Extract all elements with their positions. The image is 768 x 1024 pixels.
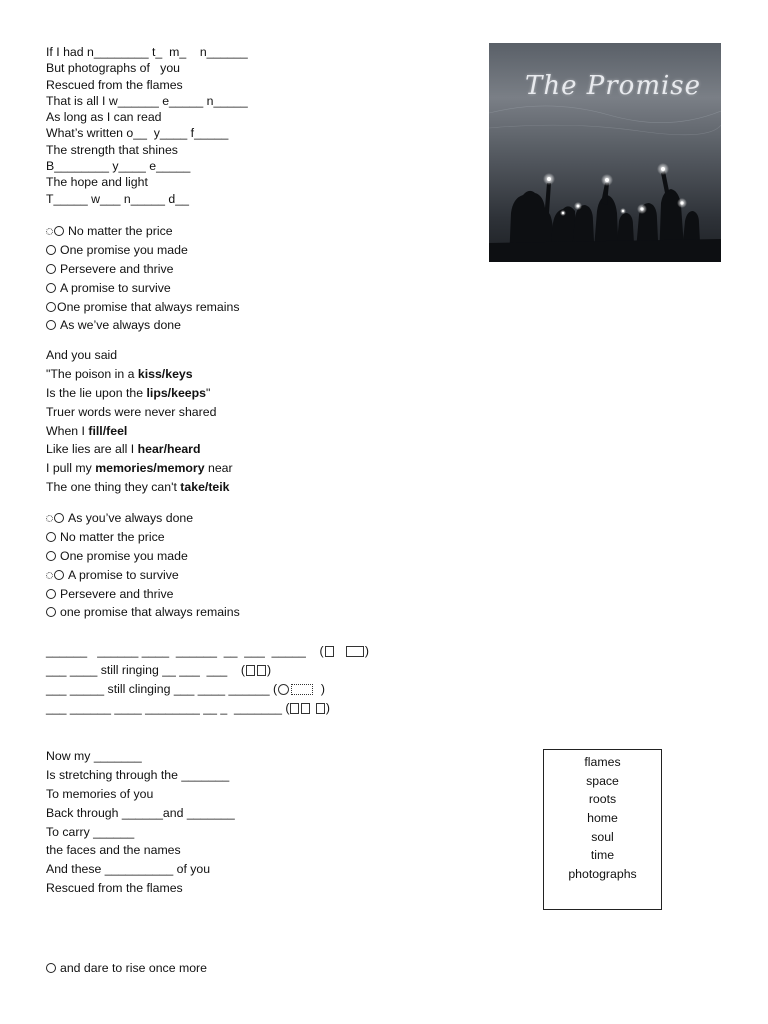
radio-circle-icon[interactable] (54, 570, 64, 580)
dotted-circle-icon (46, 228, 53, 235)
lyric-line: "The poison in a kiss/keys (46, 366, 193, 381)
option-item[interactable] (46, 279, 239, 298)
word-bank-item: soul (591, 829, 614, 844)
radio-circle-icon[interactable] (46, 963, 56, 973)
word-bank-item: photographs (568, 867, 637, 882)
options-list-2 (46, 509, 240, 622)
option-label: One promise you made (60, 242, 188, 257)
lyric-line: The one thing they can't take/teik (46, 480, 230, 495)
verse-3 (46, 747, 235, 898)
options-list-1 (46, 222, 239, 335)
emoji-placeholder-icon (291, 684, 313, 695)
verse-2 (46, 346, 233, 497)
option-item[interactable] (46, 222, 239, 241)
radio-circle-icon[interactable] (46, 283, 56, 293)
word-choice: fill/feel (88, 423, 128, 438)
option-item[interactable] (46, 528, 240, 547)
option-item[interactable] (46, 260, 239, 279)
option-label: As we’ve always done (60, 318, 181, 333)
blank-line: ___ ____ still ringing __ ___ ___ ( ) (46, 662, 272, 677)
radio-circle-icon[interactable] (46, 320, 56, 330)
lyric-line: As long as I can read (46, 110, 162, 125)
radio-circle-icon[interactable] (46, 551, 56, 561)
option-item[interactable] (46, 566, 240, 585)
lyric-line: The hope and light (46, 175, 148, 190)
radio-circle-icon[interactable] (46, 607, 56, 617)
option-item[interactable] (46, 585, 240, 604)
lyric-line: But photographs of you (46, 61, 180, 76)
lyric-line: Truer words were never shared (46, 404, 217, 419)
option-item[interactable] (46, 241, 239, 260)
emoji-placeholder-icon (316, 703, 325, 714)
blank-line: ___ _____ still clinging ___ ____ ______ ( ) (46, 681, 326, 696)
option-item[interactable] (46, 298, 239, 317)
radio-circle-icon[interactable] (46, 264, 56, 274)
word-choice: take/teik (180, 480, 230, 495)
radio-circle-icon[interactable] (54, 513, 64, 523)
option-label: Persevere and thrive (60, 261, 174, 276)
emoji-placeholder-icon (246, 665, 255, 676)
word-bank-item: space (586, 773, 619, 788)
option-item[interactable] (46, 316, 239, 335)
option-item[interactable] (46, 603, 240, 622)
lyric-line: Rescued from the flames (46, 881, 183, 896)
lyric-line: And these __________ of you (46, 862, 211, 877)
lyric-line: When I fill/feel (46, 423, 128, 438)
final-option[interactable] (46, 959, 207, 978)
word-choice: hear/heard (137, 442, 201, 457)
lyric-line: That is all I w______ e_____ n_____ (46, 93, 248, 108)
emoji-placeholder-icon (346, 646, 364, 657)
lyric-line: Like lies are all I hear/heard (46, 442, 201, 457)
option-label: One promise that always remains (57, 299, 240, 314)
word-bank-item: time (590, 848, 615, 863)
lyric-line: The strength that shines (46, 142, 178, 157)
option-label: One promise you made (60, 548, 188, 563)
option-item[interactable] (46, 509, 240, 528)
word-choice: memories/memory (95, 461, 205, 476)
blank-line: ___ ______ ____ ________ __ _ _______ ( ) (46, 700, 330, 715)
blank-lines (46, 642, 369, 718)
smile-emoji-icon (278, 684, 289, 695)
emoji-placeholder-icon (325, 646, 334, 657)
word-choice: kiss/keys (137, 366, 193, 381)
lyric-line: If I had n________ t_ m_ n______ (46, 45, 248, 59)
word-bank-item: roots (588, 792, 617, 807)
option-label: Persevere and thrive (60, 586, 174, 601)
option-label: No matter the price (68, 224, 173, 238)
album-title: The Promise (525, 71, 702, 101)
lyric-line: To memories of you (46, 786, 154, 801)
radio-circle-icon[interactable] (54, 226, 64, 236)
radio-circle-icon[interactable] (46, 302, 56, 312)
radio-circle-icon[interactable] (46, 589, 56, 599)
emoji-placeholder-icon (257, 665, 266, 676)
emoji-placeholder-icon (290, 703, 299, 714)
option-item[interactable] (46, 547, 240, 566)
dotted-circle-icon (46, 515, 53, 522)
blank-line: ______ ______ ____ ______ __ ___ _____ ( ) (46, 644, 369, 658)
lyric-line: Now my _______ (46, 749, 142, 763)
album-cover-image (489, 43, 721, 262)
option-label: and dare to rise once more (60, 961, 207, 975)
lyric-line: T_____ w___ n_____ d__ (46, 191, 189, 206)
lyric-line: B________ y____ e_____ (46, 159, 191, 174)
lyric-line: the faces and the names (46, 843, 181, 858)
dotted-circle-icon (46, 572, 53, 579)
lyric-line: Is the lie upon the lips/keeps" (46, 385, 211, 400)
option-label: As you’ve always done (68, 511, 194, 525)
radio-circle-icon[interactable] (46, 245, 56, 255)
word-choice: lips/keeps (146, 385, 206, 400)
option-label: one promise that always remains (60, 605, 240, 620)
radio-circle-icon[interactable] (46, 532, 56, 542)
option-label: A promise to survive (68, 567, 179, 582)
option-label: A promise to survive (60, 280, 171, 295)
verse-1 (46, 44, 248, 207)
lyric-line: I pull my memories/memory near (46, 461, 233, 476)
lyric-line: What’s written o__ y____ f_____ (46, 126, 229, 141)
option-label: No matter the price (60, 529, 165, 544)
word-bank (543, 749, 662, 910)
lyric-line: To carry ______ (46, 824, 135, 839)
word-bank-item: flames (584, 755, 621, 769)
word-bank-item: home (587, 811, 618, 826)
lyric-line: Rescued from the flames (46, 77, 183, 92)
emoji-placeholder-icon (301, 703, 310, 714)
lyric-line: Back through ______and _______ (46, 805, 235, 820)
lyric-line: And you said (46, 348, 118, 362)
lyric-line: Is stretching through the _______ (46, 767, 230, 782)
